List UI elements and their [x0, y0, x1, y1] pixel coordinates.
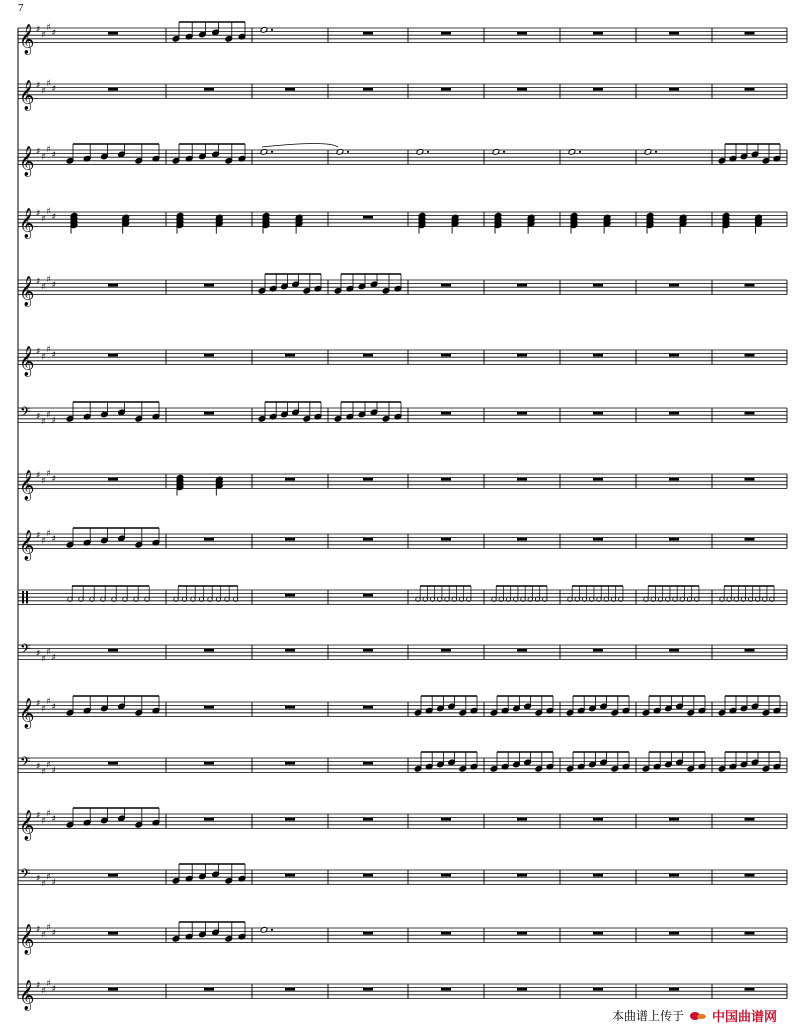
- treble-clef-icon: 𝄞: [19, 980, 35, 1011]
- sharp-icon: ♯: [36, 531, 41, 541]
- dot: [427, 151, 429, 153]
- sharp-icon: ♯: [46, 697, 51, 708]
- whole-rest: [745, 88, 755, 91]
- whole-rest: [108, 284, 118, 287]
- half-note: [260, 149, 268, 156]
- sharp-icon: ♯: [46, 809, 51, 820]
- whole-rest: [669, 649, 679, 652]
- whole-rest: [441, 412, 451, 415]
- sharp-icon: ♯: [46, 872, 51, 883]
- whole-rest: [285, 88, 295, 91]
- staff: [18, 274, 787, 307]
- whole-rest: [108, 762, 118, 765]
- dot: [655, 151, 657, 153]
- sharp-icon: ♯: [51, 474, 56, 485]
- treble-clef-icon: 𝄞: [19, 346, 35, 377]
- sharp-icon: ♯: [36, 147, 41, 157]
- whole-rest: [745, 284, 755, 287]
- whole-rest: [669, 932, 679, 935]
- staff: [18, 469, 787, 501]
- staff: [18, 144, 787, 178]
- sharp-icon: ♯: [46, 410, 51, 421]
- whole-rest: [669, 538, 679, 541]
- treble-clef-icon: 𝄞: [19, 698, 35, 729]
- whole-rest: [285, 706, 295, 709]
- sharp-icon: ♯: [51, 415, 56, 426]
- whole-rest: [204, 412, 214, 415]
- treble-clef-icon: 𝄞: [19, 924, 35, 955]
- whole-rest: [593, 818, 603, 821]
- sharp-icon: ♯: [41, 476, 46, 487]
- whole-rest: [441, 649, 451, 652]
- sharp-icon: ♯: [41, 282, 46, 293]
- whole-rest: [517, 932, 527, 935]
- whole-rest: [669, 284, 679, 287]
- treble-clef-icon: 𝄞: [19, 80, 35, 111]
- dot: [271, 29, 273, 31]
- whole-rest: [108, 932, 118, 935]
- whole-rest: [204, 706, 214, 709]
- half-note: [492, 149, 500, 156]
- whole-rest: [363, 88, 373, 91]
- staff: [18, 864, 787, 890]
- whole-rest: [285, 478, 295, 481]
- whole-rest: [363, 216, 373, 219]
- whole-rest: [363, 649, 373, 652]
- sharp-icon: ♯: [41, 30, 46, 41]
- whole-rest: [669, 988, 679, 991]
- whole-rest: [441, 478, 451, 481]
- site-brand[interactable]: 中国曲谱网: [712, 1010, 778, 1025]
- bass-clef-icon: 𝄢: [20, 641, 31, 661]
- dot: [579, 151, 581, 153]
- staff: [18, 528, 787, 561]
- treble-clef-icon: 𝄞: [19, 24, 35, 55]
- whole-rest: [669, 874, 679, 877]
- whole-rest: [204, 88, 214, 91]
- whole-rest: [745, 649, 755, 652]
- whole-rest: [593, 412, 603, 415]
- sharp-icon: ♯: [51, 350, 56, 361]
- whole-rest: [441, 32, 451, 35]
- sharp-icon: ♯: [36, 25, 41, 35]
- whole-rest: [669, 354, 679, 357]
- tie-icon: [262, 144, 338, 148]
- whole-rest: [363, 594, 373, 597]
- sharp-icon: ♯: [41, 930, 46, 941]
- whole-rest: [204, 818, 214, 821]
- staff: [18, 696, 787, 729]
- treble-clef-icon: 𝄞: [19, 146, 35, 177]
- whole-rest: [745, 478, 755, 481]
- whole-rest: [285, 354, 295, 357]
- staff: [18, 207, 787, 239]
- whole-rest: [669, 412, 679, 415]
- whole-rest: [745, 818, 755, 821]
- bass-clef-icon: 𝄢: [20, 404, 31, 424]
- treble-clef-icon: 𝄞: [19, 530, 35, 561]
- sharp-icon: ♯: [41, 352, 46, 363]
- sharp-icon: ♯: [41, 816, 46, 827]
- sharp-icon: ♯: [41, 86, 46, 97]
- sharp-icon: ♯: [36, 874, 41, 885]
- whole-rest: [517, 478, 527, 481]
- whole-rest: [593, 478, 603, 481]
- site-logo-icon: [690, 1010, 706, 1022]
- sharp-icon: ♯: [51, 877, 56, 888]
- whole-rest: [441, 538, 451, 541]
- sharp-icon: ♯: [36, 811, 41, 821]
- whole-rest: [745, 412, 755, 415]
- staff: [18, 752, 787, 778]
- sharp-icon: ♯: [41, 767, 46, 778]
- sharp-icon: ♯: [51, 652, 56, 663]
- whole-rest: [108, 88, 118, 91]
- whole-rest: [108, 354, 118, 357]
- whole-rest: [204, 762, 214, 765]
- sharp-icon: ♯: [46, 23, 51, 34]
- half-note: [260, 27, 268, 34]
- whole-rest: [285, 762, 295, 765]
- whole-rest: [517, 988, 527, 991]
- whole-rest: [593, 932, 603, 935]
- sharp-icon: ♯: [51, 212, 56, 223]
- whole-rest: [363, 32, 373, 35]
- sharp-icon: ♯: [51, 28, 56, 39]
- sharp-icon: ♯: [46, 529, 51, 540]
- whole-rest: [108, 874, 118, 877]
- whole-rest: [285, 818, 295, 821]
- whole-rest: [108, 649, 118, 652]
- page-number: 7: [18, 2, 24, 14]
- sharp-icon: ♯: [46, 275, 51, 286]
- whole-rest: [441, 354, 451, 357]
- sharp-icon: ♯: [36, 699, 41, 709]
- whole-rest: [745, 354, 755, 357]
- sharp-icon: ♯: [36, 649, 41, 660]
- whole-rest: [204, 354, 214, 357]
- whole-rest: [517, 649, 527, 652]
- staff: [18, 808, 787, 841]
- whole-rest: [285, 874, 295, 877]
- whole-rest: [745, 988, 755, 991]
- half-note: [336, 149, 344, 156]
- sharp-icon: ♯: [36, 81, 41, 91]
- sharp-icon: ♯: [51, 765, 56, 776]
- sharp-icon: ♯: [51, 150, 56, 161]
- sharp-icon: ♯: [36, 471, 41, 481]
- staff: [18, 22, 787, 55]
- whole-rest: [441, 88, 451, 91]
- dot: [503, 151, 505, 153]
- whole-rest: [593, 88, 603, 91]
- sharp-icon: ♯: [51, 928, 56, 939]
- treble-clef-icon: 𝄞: [19, 810, 35, 841]
- whole-rest: [285, 988, 295, 991]
- whole-rest: [204, 649, 214, 652]
- staff: [18, 586, 787, 604]
- footer-credit: [612, 1006, 777, 1025]
- sharp-icon: ♯: [41, 986, 46, 997]
- whole-rest: [441, 284, 451, 287]
- whole-rest: [285, 649, 295, 652]
- half-note: [416, 149, 424, 156]
- whole-rest: [593, 988, 603, 991]
- bass-clef-icon: 𝄢: [20, 866, 31, 886]
- whole-rest: [517, 354, 527, 357]
- whole-rest: [745, 932, 755, 935]
- whole-rest: [285, 594, 295, 597]
- percussion-clef-icon: [22, 591, 24, 603]
- whole-rest: [363, 762, 373, 765]
- sharp-icon: ♯: [46, 923, 51, 934]
- whole-rest: [441, 932, 451, 935]
- sharp-icon: ♯: [51, 534, 56, 545]
- sharp-icon: ♯: [41, 417, 46, 428]
- whole-rest: [441, 818, 451, 821]
- whole-rest: [517, 284, 527, 287]
- half-note: [644, 149, 652, 156]
- percussion-clef-bar: [26, 591, 28, 603]
- whole-rest: [363, 874, 373, 877]
- sharp-icon: ♯: [46, 760, 51, 771]
- whole-rest: [593, 354, 603, 357]
- whole-rest: [593, 874, 603, 877]
- sharp-icon: ♯: [41, 704, 46, 715]
- whole-rest: [204, 988, 214, 991]
- sharp-icon: ♯: [51, 702, 56, 713]
- sharp-icon: ♯: [46, 345, 51, 356]
- whole-rest: [363, 478, 373, 481]
- sharp-icon: ♯: [36, 347, 41, 357]
- staff: [18, 345, 787, 377]
- whole-rest: [745, 874, 755, 877]
- sharp-icon: ♯: [46, 979, 51, 990]
- whole-rest: [517, 412, 527, 415]
- whole-rest: [517, 818, 527, 821]
- staff: [18, 79, 787, 111]
- sharp-icon: ♯: [46, 145, 51, 156]
- sharp-icon: ♯: [36, 209, 41, 219]
- sharp-icon: ♯: [46, 469, 51, 480]
- whole-rest: [669, 478, 679, 481]
- staff: [18, 922, 787, 955]
- whole-rest: [363, 538, 373, 541]
- treble-clef-icon: 𝄞: [19, 470, 35, 501]
- sharp-icon: ♯: [41, 654, 46, 665]
- whole-rest: [285, 538, 295, 541]
- whole-rest: [517, 88, 527, 91]
- sharp-icon: ♯: [46, 79, 51, 90]
- sharp-icon: ♯: [51, 280, 56, 291]
- sharp-icon: ♯: [41, 214, 46, 225]
- whole-rest: [593, 649, 603, 652]
- whole-rest: [669, 32, 679, 35]
- uploaded-text: 本曲谱上传于: [612, 1009, 685, 1023]
- whole-rest: [593, 284, 603, 287]
- bass-clef-icon: 𝄢: [20, 754, 31, 774]
- whole-rest: [745, 538, 755, 541]
- staff: [18, 402, 787, 428]
- whole-rest: [593, 32, 603, 35]
- whole-rest: [363, 706, 373, 709]
- whole-rest: [363, 354, 373, 357]
- whole-rest: [669, 818, 679, 821]
- sharp-icon: ♯: [51, 84, 56, 95]
- sharp-icon: ♯: [41, 152, 46, 163]
- whole-rest: [108, 988, 118, 991]
- dot: [271, 151, 273, 153]
- sharp-icon: ♯: [51, 814, 56, 825]
- treble-clef-icon: 𝄞: [19, 208, 35, 239]
- whole-rest: [593, 538, 603, 541]
- treble-clef-icon: 𝄞: [19, 276, 35, 307]
- sharp-icon: ♯: [36, 412, 41, 423]
- whole-rest: [441, 988, 451, 991]
- sharp-icon: ♯: [36, 981, 41, 991]
- whole-rest: [363, 932, 373, 935]
- whole-rest: [108, 32, 118, 35]
- whole-rest: [204, 538, 214, 541]
- whole-rest: [517, 538, 527, 541]
- sharp-icon: ♯: [46, 647, 51, 658]
- whole-rest: [517, 32, 527, 35]
- sharp-icon: ♯: [41, 879, 46, 890]
- staff: [18, 641, 787, 664]
- whole-rest: [363, 988, 373, 991]
- sharp-icon: ♯: [36, 277, 41, 287]
- sharp-icon: ♯: [36, 762, 41, 773]
- whole-rest: [669, 88, 679, 91]
- half-note: [568, 149, 576, 156]
- whole-rest: [517, 874, 527, 877]
- whole-rest: [441, 874, 451, 877]
- whole-rest: [204, 284, 214, 287]
- sharp-icon: ♯: [36, 925, 41, 935]
- dot: [271, 929, 273, 931]
- whole-rest: [108, 478, 118, 481]
- sharp-icon: ♯: [41, 536, 46, 547]
- whole-rest: [363, 818, 373, 821]
- half-note: [260, 927, 268, 934]
- dot: [347, 151, 349, 153]
- whole-rest: [745, 32, 755, 35]
- sharp-icon: ♯: [46, 207, 51, 218]
- sharp-icon: ♯: [51, 984, 56, 995]
